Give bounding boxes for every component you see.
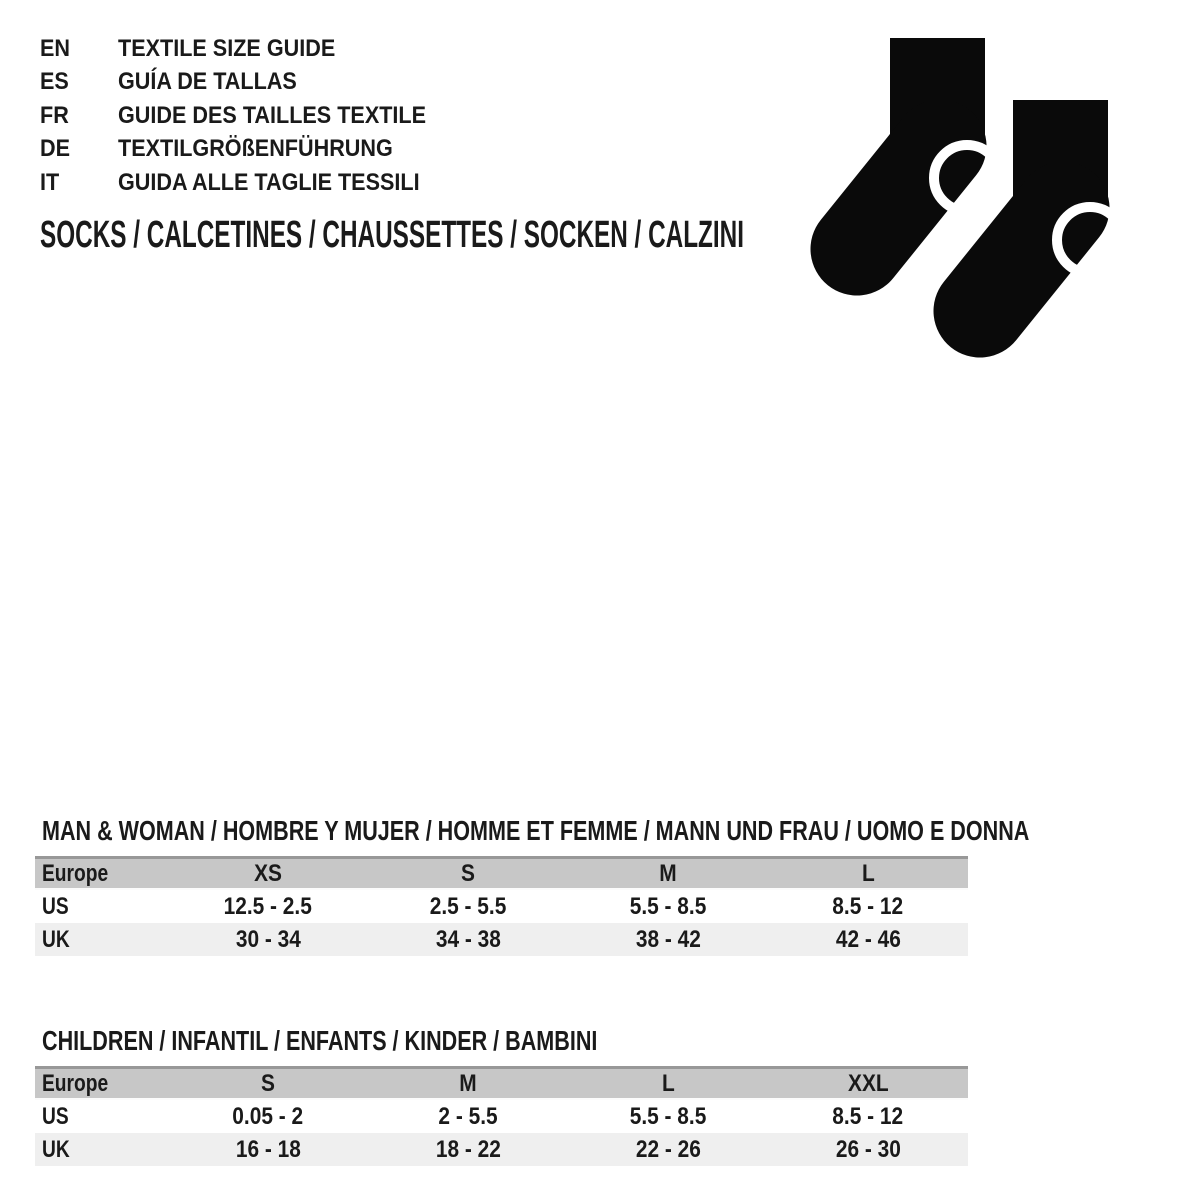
column-header-region: Europe [35, 1068, 168, 1100]
table-row-us [35, 889, 968, 923]
men-women-table-title: MAN & WOMAN / HOMBRE Y MUJER / HOMME ET FEMME / MANN UND FRAU / UOMO E DONNA [42, 815, 1030, 846]
column-header-xxl: XXL [768, 1068, 968, 1100]
language-title: GUÍA DE TALLAS [118, 68, 297, 96]
column-header-region: Europe [35, 858, 168, 890]
row-label-us: US [42, 892, 69, 920]
column-header-l: L [568, 1068, 768, 1100]
column-header-s: S [368, 858, 568, 890]
language-row-fr [40, 99, 460, 133]
size-cell: 0.05 - 2 [232, 1102, 304, 1130]
children-size-table [35, 1066, 968, 1166]
language-code: EN [40, 34, 71, 62]
language-row-it [40, 166, 460, 200]
language-code: IT [40, 168, 60, 196]
size-cell: 30 - 34 [168, 923, 368, 956]
language-code: DE [40, 135, 71, 163]
language-row-en [40, 32, 460, 66]
language-title: GUIDE DES TAILLES TEXTILE [118, 101, 427, 129]
row-label-uk: UK [35, 923, 168, 956]
category-heading: SOCKS / CALCETINES / CHAUSSETTES / SOCKEN / CALZINI [40, 214, 744, 256]
size-cell: 5.5 - 8.5 [629, 1102, 707, 1130]
size-cell: 38 - 42 [568, 923, 768, 956]
size-cell: 18 - 22 [368, 1133, 568, 1166]
size-cell: 12.5 - 2.5 [223, 892, 313, 920]
children-table-title: CHILDREN / INFANTIL / ENFANTS / KINDER / BAMBINI [42, 1025, 598, 1056]
column-header-m: M [368, 1068, 568, 1100]
header-row [35, 1068, 968, 1100]
language-row-es [40, 66, 460, 100]
table-row-uk [35, 1133, 968, 1166]
column-header-l: L [768, 858, 968, 890]
header-row [35, 858, 968, 890]
language-code: FR [40, 101, 69, 129]
size-cell: 22 - 26 [568, 1133, 768, 1166]
socks-icon [800, 24, 1120, 364]
table-row-uk [35, 923, 968, 956]
size-cell: 2 - 5.5 [438, 1102, 498, 1130]
size-cell: 8.5 - 12 [832, 892, 904, 920]
row-label-us: US [42, 1102, 69, 1130]
column-header-xs: XS [168, 858, 368, 890]
men-women-size-table [35, 856, 968, 956]
size-cell: 16 - 18 [168, 1133, 368, 1166]
language-code: ES [40, 68, 69, 96]
language-title: GUIDA ALLE TAGLIE TESSILI [118, 168, 420, 196]
size-cell: 26 - 30 [768, 1133, 968, 1166]
language-title: TEXTILGRÖßENFÜHRUNG [118, 135, 393, 163]
size-cell: 34 - 38 [368, 923, 568, 956]
size-cell: 8.5 - 12 [832, 1102, 904, 1130]
size-cell: 42 - 46 [768, 923, 968, 956]
row-label-uk: UK [35, 1133, 168, 1166]
column-header-s: S [168, 1068, 368, 1100]
size-cell: 5.5 - 8.5 [629, 892, 707, 920]
size-cell: 2.5 - 5.5 [429, 892, 507, 920]
table-row-us [35, 1099, 968, 1133]
language-list [40, 32, 460, 200]
language-row-de [40, 133, 460, 167]
column-header-m: M [568, 858, 768, 890]
language-title: TEXTILE SIZE GUIDE [118, 34, 336, 62]
